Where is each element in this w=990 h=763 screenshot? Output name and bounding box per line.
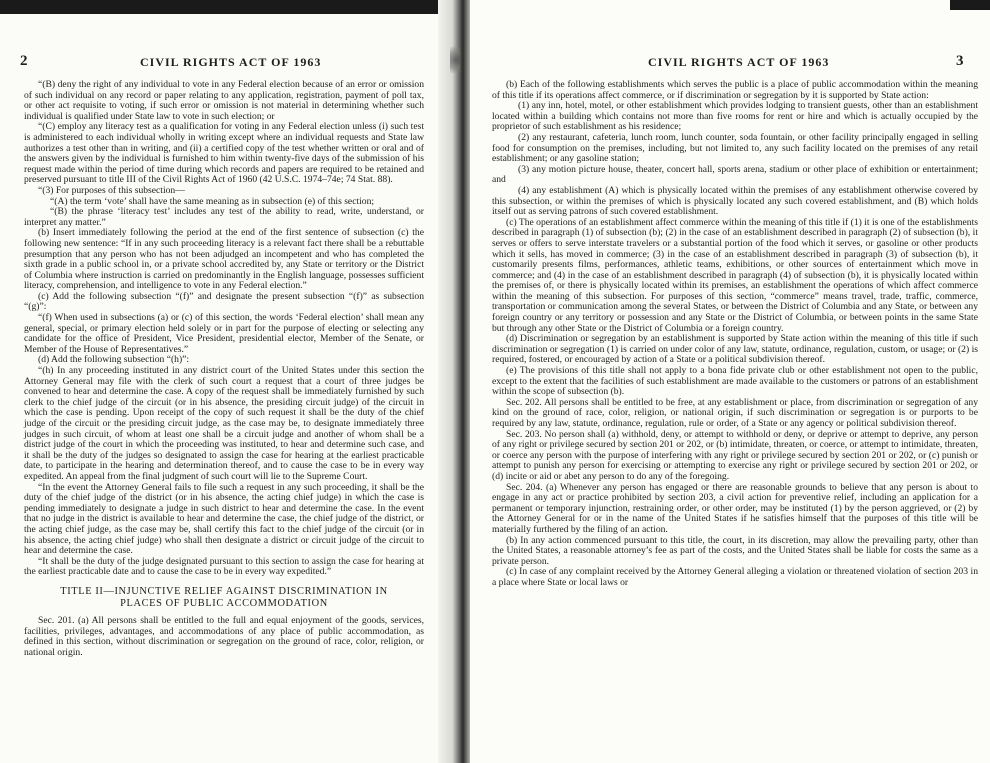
paragraph: (e) The provisions of this title shall not apply to a bona fide private club or other establishment not open to the public, except to the extent that the facilities of such establishment are made available to the customers or patrons of an establishment within the scope of subsection (b).: [492, 365, 978, 398]
paragraph: (b) In any action commenced pursuant to this title, the court, in its discretion, may allow the prevailing party, other than the United States, a reasonable attorney’s fee as part of the costs, and the United States shall be liable for costs the same as a private person.: [492, 534, 978, 567]
paragraph: (d) Add the following subsection “(h)”:: [38, 354, 190, 366]
paragraph: “(f) When used in subsections (a) or (c) of this section, the words ‘Federal election’ shall mean any general, special, or primary election held solely or in part for the purpose of electing or selecting any candidate for the office of President, Vice President, presidential elector, Member of the Senate, or Member of the House of Representatives.”: [24, 312, 424, 355]
paragraph: (c) The operations of an establishment affect commerce within the meaning of this title if (1) it is one of the establishments described in paragraph (1) of subsection (b); (2) in the case of an establishment described in paragraph (2) of subsection (b), it serves or offers to serve interstate travelers or a substantial portion of the food which it serves, or gasoline or other products which it sells, has moved in commerce; (3) in the case of an establishment described in paragraph (3) of subsection (b), it customarily presents films, performances, athletic teams, exhibitions, or other sources of entertainment which move in commerce; and (4) in the case of an establishment described in paragraph (4) of subsection (b), it is physically located within the premises of, or there is physically located within its premises, an establishment the operations of which affect commerce within the meaning of this subsection. For purposes of this section, “commerce” means travel, trade, traffic, commerce, transportation or communication among the several States, or between the District of Columbia and any State, or between any foreign country or any territory or possession and any State or the District of Columbia, or between points in the same State but through any other State or the District of Columbia or a foreign country.: [492, 216, 979, 334]
title-line: TITLE II—INJUNCTIVE RELIEF AGAINST DISCRIMINATION IN: [60, 585, 388, 597]
paragraph: “In the event the Attorney General fails to file such a request in any such proceeding, it shall be the duty of the chief judge of the district (or in his absence, the acting chief judge) in which the case is pending immediately to designate a judge in such district to hear and determine the case. In the event that no judge in the district is available to hear and determine the case, the chief judge of the district, or the acting chief judge, as the case may be, shall certify this fact to the chief judge of the circuit (or in his absence, the acting chief judge) who shall then designate a district or circuit judge of the circuit to hear and determine the case.: [24, 481, 424, 557]
paragraph: (c) Add the following subsection “(f)” and designate the present subsection “(f)” as subsection “(g)”:: [24, 290, 424, 313]
paragraph: “(C) employ any literacy test as a qualification for voting in any Federal election unless (i) such test is administered to each individual wholly in writing except where an individual requests and State law authorizes a test other than in writing, and (ii) a certified copy of the test whether written or oral and of the answers given by the individual is furnished to him within twenty-five days of the submission of his request made within the period of time during which records and papers are required to be retained and preserved pursuant to title III of the Civil Rights Act of 1960 (42 U.S.C. 1974–74e; 74 Stat. 88).: [24, 121, 424, 186]
paragraph: (b) Each of the following establishments which serves the public is a place of public accommodation within the meaning of this title if its operations affect commerce, or if discrimination or segregation by it is supported by State action:: [492, 79, 978, 101]
paragraph: Sec. 202. All persons shall be entitled to be free, at any establishment or place, from discrimination or segregation of any kind on the ground of race, color, religion, or national origin, if such discrimination or segregation is or purports to be required by any law, statute, ordinance, regulation, rule or order, of a State or any agency or political subdivision thereof.: [492, 396, 978, 429]
paragraph: (3) any motion picture house, theater, concert hall, sports arena, stadium or other place of exhibition or entertainment; and: [492, 163, 978, 186]
right-page: [470, 0, 990, 763]
paragraph: (c) In case of any complaint received by the Attorney General alleging a violation or threatened violation of section 203 in a place where State or local laws or: [492, 566, 978, 588]
right-page-body: [492, 80, 978, 589]
paragraph: “(h) In any proceeding instituted in any district court of the United States under this section the Attorney General may file with the clerk of such court a request that a court of three judges be convened to hear and determine the case. A copy of the request shall be immediately furnished by such clerk to the chief judge of the circuit (or in his absence, the presiding circuit judge) of the circuit in which the case is pending. Upon receipt of the copy of such request it shall be the duty of the chief judge of the circuit or the presiding circuit judge, as the case may be, to designate immediately three judges in such circuit, of whom at least one shall be a circuit judge and another of whom shall be a district judge of the court in which the proceeding was instituted, to hear and determine such case, and it shall be the duty of the judges so designated to assign the case for hearing at the earliest practicable date, to participate in the hearing and determination thereof, and to cause the case to be in every way expedited. An appeal from the final judgment of such court will lie to the Supreme Court.: [24, 365, 424, 482]
paragraph: Sec. 203. No person shall (a) withhold, deny, or attempt to withhold or deny, or deprive or attempt to deprive, any person of any right or privilege secured by section 201 or 202, or (b) intimidate, threaten, or coerce, or attempt to intimidate, threaten, or coerce any person with the purpose of interfering with any right or privilege secured by section 201 or 202, or (c) punish or attempt to punish any person for exercising or attempting to exercise any right or privilege secured by section 201 or 202, or (d) incite or aid or abet any person to do any of the foregoing.: [492, 428, 978, 482]
title-line: PLACES OF PUBLIC ACCOMMODATION: [120, 597, 328, 609]
scan-artifact: [450, 40, 460, 80]
running-head: CIVIL RIGHTS ACT OF 1963: [140, 55, 322, 69]
page-number: 3: [956, 53, 964, 69]
paragraph: “(A) the term ‘vote’ shall have the same meaning as in subsection (e) of this section;: [50, 195, 375, 207]
paragraph: (d) Discrimination or segregation by an establishment is supported by State action within the meaning of this title if such discrimination or segregation (1) is carried on under color of any law, statute, ordinance, regulation, custom, or usage; or (2) is required, fostered, or encouraged by action of a State or a political subdivision thereof.: [492, 333, 978, 366]
paragraph: “(3) For purposes of this subsection—: [38, 184, 185, 196]
paragraph: (2) any restaurant, cafeteria, lunch room, lunch counter, soda fountain, or other facility principally engaged in selling food for consumption on the premises, including, but not limited to, any such facility located on the premises of any retail establishment; or any gasoline station;: [492, 131, 978, 165]
paragraph: Sec. 201. (a) All persons shall be entitled to the full and equal enjoyment of the goods, services, facilities, privileges, advantages, and accommodations of any place of public accommodation, as defined in this section, without discrimination or segregation on the ground of race, color, religion, or national origin.: [24, 614, 424, 658]
paragraph: (b) Insert immediately following the period at the end of the first sentence of subsection (c) the following new sentence: “If in any such proceeding literacy is a relevant fact there shall be a rebuttable presumption that any person who has not been adjudged an incompetent and who has completed the sixth grade in a public school in, or a private school accredited by, any State or territory or the District of Columbia where instruction is carried on predominantly in the English language, possesses sufficient literacy, comprehension, and intelligence to vote in any Federal election.”: [24, 227, 424, 292]
left-page: [0, 0, 452, 763]
paragraph: Sec. 204. (a) Whenever any person has engaged or there are reasonable grounds to believe that any person is about to engage in any act or practice prohibited by section 203, a civil action for preventive relief, including an application for a permanent or temporary injunction, restraining order, or other order, may be instituted (1) by the person aggrieved, or (2) by the Attorney General for or in the name of the United States if he satisfies himself that the purposes of this title will be materially furthered by the filing of an action.: [492, 481, 978, 535]
scan-top-edge: [0, 0, 448, 14]
title-heading: [24, 586, 424, 610]
running-head: CIVIL RIGHTS ACT OF 1963: [648, 55, 830, 69]
paragraph: “It shall be the duty of the judge designated pursuant to this section to assign the case for hearing at the earliest practicable date and to cause the case to be in every way expedited.”: [24, 555, 424, 578]
paragraph: “(B) deny the right of any individual to vote in any Federal election because of an error or omission of such individual on any record or paper relating to any application, registration, payment of poll tax, or other act requisite to voting, if such error or omission is not material in determining whether such individual is qualified under State law to vote in such election; or: [24, 79, 424, 122]
scan-top-edge: [950, 0, 990, 10]
paragraph: “(B) the phrase ‘literacy test’ includes any test of the ability to read, write, understand, or interpret any matter.”: [24, 206, 424, 228]
paragraph: (1) any inn, hotel, motel, or other establishment which provides lodging to transient guests, other than an establishment located within a building which contains not more than five rooms for rent or hire and which is actually occupied by the proprietor of such establishment as his residence;: [492, 100, 978, 133]
page-number: 2: [20, 53, 28, 69]
paragraph: (4) any establishment (A) which is physically located within the premises of any establishment otherwise covered by this subsection, or within the premises of which is physically located any such covered establishment, and (B) which holds itself out as serving patrons of such covered establishment.: [492, 184, 978, 218]
left-page-body: [24, 80, 424, 658]
